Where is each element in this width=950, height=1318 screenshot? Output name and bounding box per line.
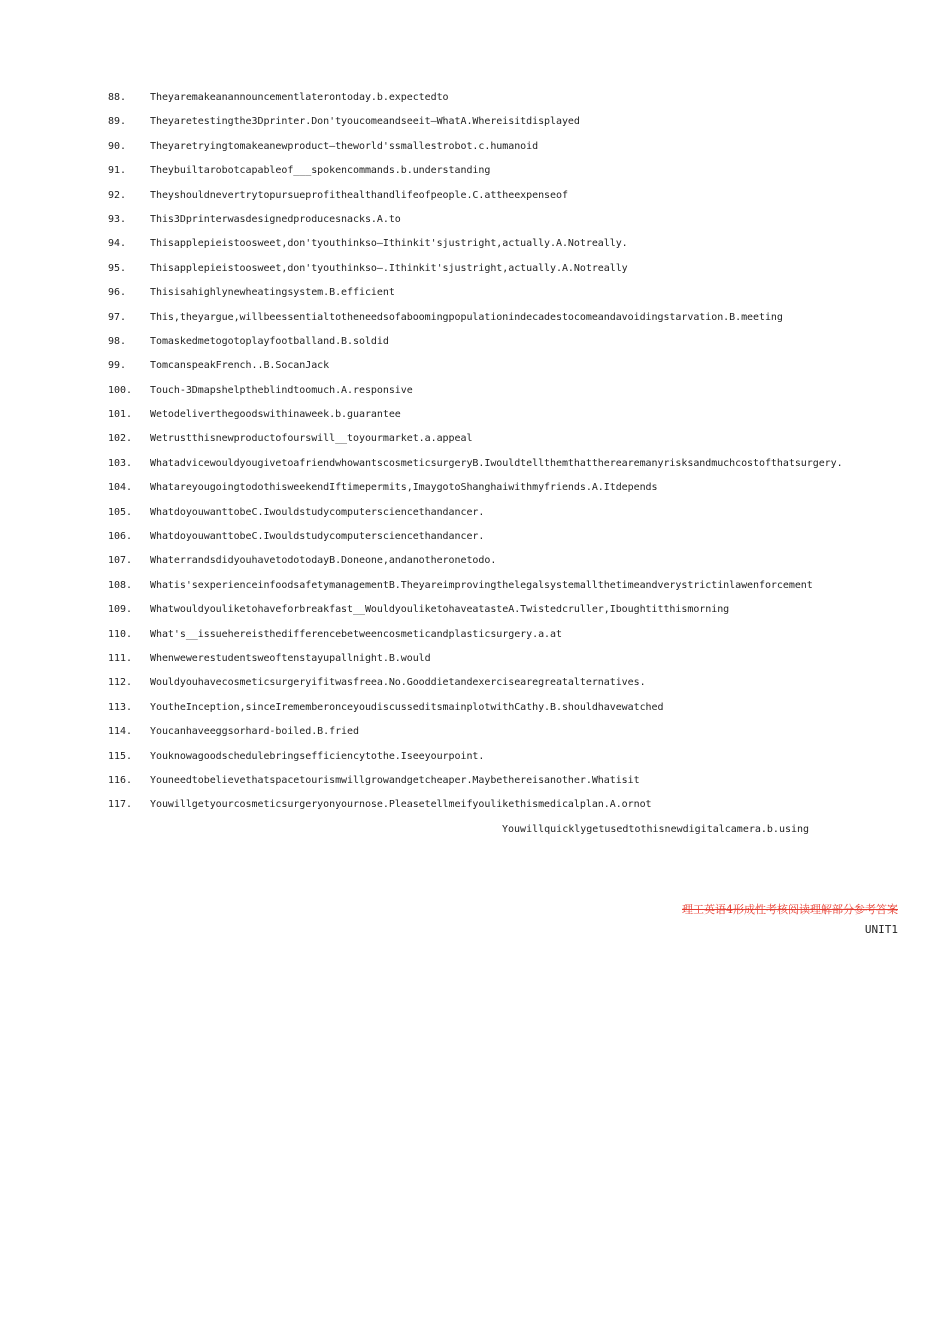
item-text: Thisapplepieistoosweet,don'tyouthinkso—Ithinkit'sjustright,actually.A.Notreally. — [150, 238, 628, 250]
item-text: Whatis'sexperienceinfoodsafetymanagementB.Theyareimprovingthelegalsystemallthetimeandverystrictinlawenforcement — [150, 579, 813, 591]
list-item — [108, 385, 928, 409]
section-heading: 理工英语4形成性考核阅读理解部分参考答案 — [682, 903, 898, 916]
list-item — [108, 531, 928, 555]
item-text: Youknowagoodschedulebringsefficiencytothe.Iseeyourpoint. — [150, 750, 485, 762]
item-number: 110. — [108, 628, 133, 640]
list-item — [108, 555, 928, 579]
item-text: Theyaretestingthe3Dprinter.Don'tyoucomeandseeit—WhatA.Whereisitdisplayed — [150, 116, 580, 128]
item-number: 105. — [108, 506, 133, 518]
answer-list — [108, 92, 928, 824]
item-number: 90. — [108, 140, 127, 152]
item-number: 108. — [108, 579, 133, 591]
item-text: This3Dprinterwasdesignedproducesnacks.A.to — [150, 213, 401, 225]
item-number: 104. — [108, 482, 133, 494]
item-text: Wetodeliverthegoodswithinaweek.b.guarantee — [150, 409, 401, 421]
item-number: 99. — [108, 360, 127, 372]
list-item — [108, 409, 928, 433]
item-number: 109. — [108, 604, 133, 616]
item-text: Theyaremakeanannouncementlaterontoday.b.expectedto — [150, 92, 449, 103]
unit-label: UNIT1 — [864, 923, 898, 936]
list-item — [108, 214, 928, 238]
item-number: 113. — [108, 701, 133, 713]
list-item — [108, 482, 928, 506]
item-number: 92. — [108, 189, 127, 201]
item-text: Tomaskedmetogotoplayfootballand.B.soldid — [150, 335, 389, 347]
item-number: 98. — [108, 335, 127, 347]
list-item — [108, 92, 928, 116]
item-text: WhatdoyouwanttobeC.Iwouldstudycomputersciencethandancer. — [150, 531, 485, 543]
item-number: 114. — [108, 726, 133, 738]
list-item — [108, 653, 928, 677]
item-number: 97. — [108, 311, 127, 323]
item-text: Youneedtobelievethatspacetourismwillgrowandgetcheaper.Maybethereisanother.Whatisit — [150, 774, 640, 786]
item-number: 115. — [108, 750, 133, 762]
list-item — [108, 287, 928, 311]
item-text: Wetrustthisnewproductofourswill__toyourmarket.a.appeal — [150, 433, 473, 445]
item-number: 111. — [108, 652, 133, 664]
item-text: Whenwewerestudentsweoftenstayupallnight.B.would — [150, 652, 431, 664]
list-item — [108, 312, 928, 336]
item-text: Whatwouldyouliketohaveforbreakfast__WouldyouliketohaveatasteA.Twistedcruller,Iboughtitthismorning — [150, 604, 730, 616]
item-number: 100. — [108, 384, 133, 396]
item-number: 103. — [108, 457, 133, 469]
item-number: 91. — [108, 165, 127, 177]
item-text: This,theyargue,willbeessentialtotheneedsofaboomingpopulationindecadestocomeandavoidingstarvation.B.meeting — [150, 311, 783, 323]
list-item — [108, 799, 928, 823]
item-text: What's__issuehereisthedifferencebetweencosmeticandplasticsurgery.a.at — [150, 628, 562, 640]
item-number: 116. — [108, 774, 133, 786]
item-text: TomcanspeakFrench..B.SocanJack — [150, 360, 330, 372]
item-number: 107. — [108, 555, 133, 567]
item-text: Theybuiltarobotcapableof___spokencommands.b.understanding — [150, 165, 491, 177]
item-text: Youwillgetyourcosmeticsurgeryonyournose.Pleasetellmeifyoulikethismedicalplan.A.ornot — [150, 799, 652, 811]
list-item — [108, 360, 928, 384]
list-item — [108, 507, 928, 531]
list-item — [108, 238, 928, 262]
list-item — [108, 580, 928, 604]
item-text: Theyshouldnevertrytopursueprofithealthandlifeofpeople.C.attheexpenseof — [150, 189, 568, 201]
item-text: Touch-3Dmapshelptheblindtoomuch.A.responsive — [150, 384, 413, 396]
item-text: WhatareyougoingtodothisweekendIftimepermits,ImaygotoShanghaiwithmyfriends.A.Itdepends — [150, 482, 658, 494]
list-item — [108, 458, 928, 482]
item-number: 112. — [108, 677, 133, 689]
item-number: 89. — [108, 116, 127, 128]
list-item — [108, 677, 928, 701]
extra-answer-line: Youwillquicklygetusedtothisnewdigitalcamera.b.using — [502, 824, 810, 835]
item-number: 88. — [108, 92, 127, 103]
list-item — [108, 726, 928, 750]
item-number: 102. — [108, 433, 133, 445]
item-number: 95. — [108, 262, 127, 274]
item-text: Theyaretryingtomakeanewproduct—theworld'ssmallestrobot.c.humanoid — [150, 140, 539, 152]
item-text: Youcanhaveeggsorhard-boiled.B.fried — [150, 726, 359, 738]
item-number: 96. — [108, 287, 127, 299]
list-item — [108, 116, 928, 140]
list-item — [108, 433, 928, 457]
item-text: Wouldyouhavecosmeticsurgeryifitwasfreea.No.Gooddietandexercisearegreatalternatives. — [150, 677, 646, 689]
item-text: YoutheInception,sinceIrememberonceyoudiscusseditsmainplotwithCathy.B.shouldhavewatched — [150, 701, 664, 713]
list-item — [108, 604, 928, 628]
list-item — [108, 141, 928, 165]
list-item — [108, 775, 928, 799]
item-text: WhatadvicewouldyougivetoafriendwhowantscosmeticsurgeryB.Iwouldtellthemthattherearemanyrisksandmuchcostofthatsurgery. — [150, 457, 843, 469]
item-number: 101. — [108, 409, 133, 421]
list-item — [108, 190, 928, 214]
list-item — [108, 165, 928, 189]
item-number: 106. — [108, 531, 133, 543]
item-text: WhatdoyouwanttobeC.Iwouldstudycomputersciencethandancer. — [150, 506, 485, 518]
list-item — [108, 336, 928, 360]
item-number: 117. — [108, 799, 133, 811]
item-number: 93. — [108, 213, 127, 225]
item-text: Thisapplepieistoosweet,don'tyouthinkso—.Ithinkit'sjustright,actually.A.Notreally — [150, 262, 628, 274]
item-number: 94. — [108, 238, 127, 250]
item-text: Thisisahighlynewheatingsystem.B.efficient — [150, 287, 395, 299]
list-item — [108, 751, 928, 775]
list-item — [108, 263, 928, 287]
item-text: WhaterrandsdidyouhavetodotodayB.Doneone,andanotheronetodo. — [150, 555, 497, 567]
list-item — [108, 629, 928, 653]
list-item — [108, 702, 928, 726]
